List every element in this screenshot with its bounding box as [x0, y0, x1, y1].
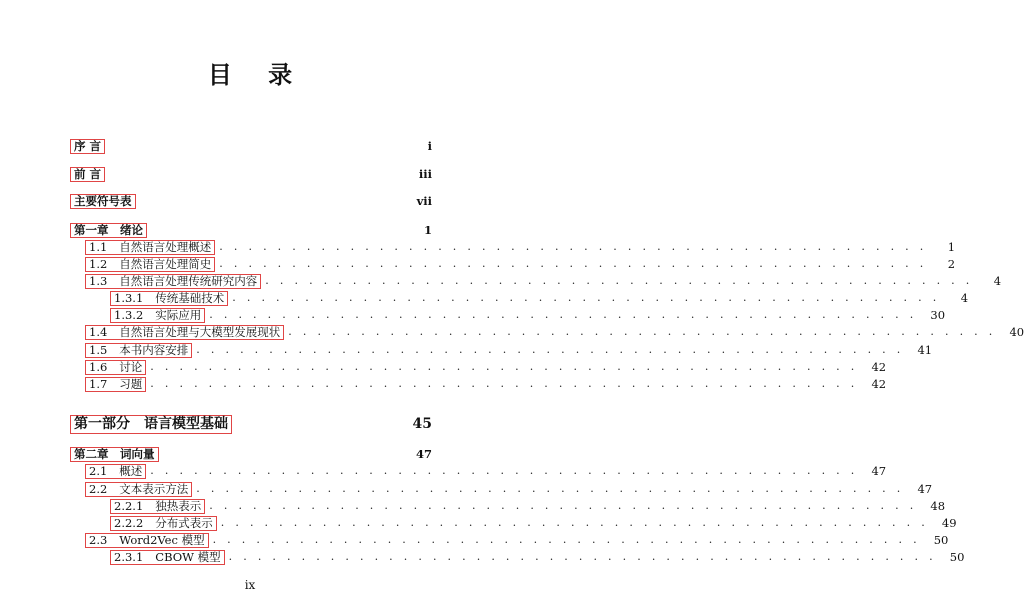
- toc-link[interactable]: [85, 274, 261, 289]
- toc-label: 第一部分 语言模型基础: [74, 415, 228, 432]
- dot-leader: . . . . . . . . . . . . . . . . . . . . . . . . . . . . . . . . . . . . . . . . . . . . . . . . .: [150, 464, 859, 477]
- toc-entry-section[interactable]: [85, 342, 933, 358]
- toc-page-number: 47: [871, 464, 887, 478]
- toc-page-number: 47: [917, 482, 933, 496]
- toc-entry-section[interactable]: [85, 463, 887, 479]
- dot-leader: . . . . . . . . . . . . . . . . . . . . . . . . . . . . . . . . . . . . . . . . . . . . . . . . .: [228, 550, 937, 563]
- toc-link[interactable]: [85, 257, 215, 272]
- toc-link[interactable]: [85, 464, 146, 479]
- toc-page-number: 50: [949, 550, 965, 564]
- section-title: Word2Vec 模型: [119, 532, 205, 547]
- section-number: 2.3.1: [114, 549, 144, 564]
- section-title: 传统基础技术: [155, 290, 225, 305]
- toc-page-number: 2: [947, 257, 956, 271]
- section-number: 1.3: [89, 273, 108, 288]
- toc-link[interactable]: [70, 139, 105, 154]
- section-number: 1.7: [89, 376, 108, 391]
- section-title: 习题: [119, 376, 143, 391]
- toc-page-number: vii: [416, 194, 432, 208]
- toc-entry-section[interactable]: [85, 376, 887, 392]
- dot-leader: . . . . . . . . . . . . . . . . . . . . . . . . . . . . . . . . . . . . . . . . . . . . . . . . .: [219, 257, 928, 270]
- dot-leader: . . . . . . . . . . . . . . . . . . . . . . . . . . . . . . . . . . . . . . . . . . . . . . . . .: [209, 499, 918, 512]
- toc-entry-subsection[interactable]: [110, 549, 965, 565]
- toc-link[interactable]: [70, 194, 136, 209]
- toc-page-number: 50: [933, 533, 949, 547]
- section-number: 2.2.2: [114, 515, 144, 530]
- section-number: 1.6: [89, 359, 108, 374]
- section-title: 文本表示方法: [119, 481, 189, 496]
- toc-entry-section[interactable]: [85, 273, 1002, 289]
- section-number: 1.5: [89, 342, 108, 357]
- toc-link[interactable]: [85, 343, 192, 358]
- toc-link[interactable]: [110, 516, 217, 531]
- section-number: 2.1: [89, 463, 108, 478]
- toc-label: 第二章 词向量: [74, 446, 155, 461]
- toc-entry-chapter-2[interactable]: [70, 446, 432, 462]
- toc-entry-subsection[interactable]: [110, 290, 969, 306]
- toc-link[interactable]: [110, 550, 225, 565]
- dot-leader: . . . . . . . . . . . . . . . . . . . . . . . . . . . . . . . . . . . . . . . . . . . . . . . . .: [150, 360, 859, 373]
- toc-page-number: 30: [930, 308, 946, 322]
- toc-label: 序 言: [74, 138, 102, 153]
- section-title: 自然语言处理概述: [119, 239, 212, 254]
- dot-leader: . . . . . . . . . . . . . . . . . . . . . . . . . . . . . . . . . . . . . . . . . . . . . . . . .: [212, 533, 921, 546]
- section-title: 本书内容安排: [119, 342, 189, 357]
- dot-leader: . . . . . . . . . . . . . . . . . . . . . . . . . . . . . . . . . . . . . . . . . . . . . . . . .: [196, 343, 905, 356]
- dot-leader: . . . . . . . . . . . . . . . . . . . . . . . . . . . . . . . . . . . . . . . . . . . . . . . . .: [288, 325, 997, 338]
- toc-link[interactable]: [70, 223, 147, 238]
- page-title: 目 录: [207, 60, 307, 89]
- toc-link[interactable]: [85, 360, 146, 375]
- toc-link[interactable]: [70, 167, 105, 182]
- section-title: CBOW 模型: [155, 549, 221, 564]
- toc-link[interactable]: [110, 308, 205, 323]
- toc-link[interactable]: [70, 415, 232, 434]
- toc-entry-section[interactable]: [85, 239, 956, 255]
- page-footer-number: ix: [244, 578, 256, 592]
- section-number: 1.3.2: [114, 307, 144, 322]
- section-number: 1.2: [89, 256, 108, 271]
- toc-page-number: 4: [993, 274, 1002, 288]
- toc-entry-part-1[interactable]: [70, 416, 432, 432]
- toc-page-number: 48: [930, 499, 946, 513]
- toc-link[interactable]: [85, 377, 146, 392]
- toc-link[interactable]: [85, 240, 215, 255]
- toc-entry-preface[interactable]: [70, 138, 432, 154]
- toc-label: 第一章 绪论: [74, 222, 143, 237]
- toc-page-number: 49: [941, 516, 957, 530]
- toc-label: 前 言: [74, 166, 102, 181]
- dot-leader: . . . . . . . . . . . . . . . . . . . . . . . . . . . . . . . . . . . . . . . . . . . . . . . . .: [219, 240, 928, 253]
- toc-entry-section[interactable]: [85, 532, 949, 548]
- toc-entry-subsection[interactable]: [110, 307, 946, 323]
- toc-link[interactable]: [110, 291, 228, 306]
- section-number: 2.2.1: [114, 498, 144, 513]
- dot-leader: . . . . . . . . . . . . . . . . . . . . . . . . . . . . . . . . . . . . . . . . . . . . . . . . .: [220, 516, 929, 529]
- section-number: 1.3.1: [114, 290, 144, 305]
- toc-page-number: 47: [415, 447, 432, 461]
- toc-entry-subsection[interactable]: [110, 498, 946, 514]
- toc-page-number: iii: [418, 167, 432, 181]
- toc-entry-section[interactable]: [85, 324, 1024, 340]
- toc-entry-subsection[interactable]: [110, 515, 957, 531]
- toc-entry-section[interactable]: [85, 359, 887, 375]
- section-number: 1.4: [89, 324, 108, 339]
- toc-link[interactable]: [70, 447, 159, 462]
- section-number: 2.2: [89, 481, 108, 496]
- section-title: 实际应用: [155, 307, 202, 322]
- section-title: 讨论: [119, 359, 143, 374]
- toc-entry-section[interactable]: [85, 481, 933, 497]
- toc-page-number: 40: [1009, 325, 1024, 339]
- section-title: 自然语言处理与大模型发展现状: [119, 324, 281, 339]
- section-title: 自然语言处理简史: [119, 256, 212, 271]
- toc-link[interactable]: [85, 533, 209, 548]
- section-number: 1.1: [89, 239, 108, 254]
- toc-page-number: i: [427, 139, 432, 153]
- toc-page-number: 1: [947, 240, 956, 254]
- toc-link[interactable]: [85, 325, 284, 340]
- toc-page-number: 41: [917, 343, 933, 357]
- section-title: 概述: [119, 463, 143, 478]
- toc-label: 主要符号表: [74, 193, 132, 208]
- toc-link[interactable]: [110, 499, 205, 514]
- dot-leader: . . . . . . . . . . . . . . . . . . . . . . . . . . . . . . . . . . . . . . . . . . . . . . . . .: [196, 482, 905, 495]
- toc-link[interactable]: [85, 482, 192, 497]
- toc-page-number: 45: [412, 416, 432, 432]
- toc-entry-section[interactable]: [85, 256, 956, 272]
- section-title: 独热表示: [155, 498, 202, 513]
- section-title: 分布式表示: [155, 515, 213, 530]
- dot-leader: . . . . . . . . . . . . . . . . . . . . . . . . . . . . . . . . . . . . . . . . . . . . . . . . .: [232, 291, 941, 304]
- dot-leader: . . . . . . . . . . . . . . . . . . . . . . . . . . . . . . . . . . . . . . . . . . . . . . . . .: [150, 377, 859, 390]
- toc-page-number: 4: [960, 291, 969, 305]
- section-title: 自然语言处理传统研究内容: [119, 273, 258, 288]
- toc-page-number: 42: [871, 360, 887, 374]
- toc-entry-symbols[interactable]: [70, 193, 432, 209]
- toc-page-number: 1: [423, 223, 432, 237]
- toc-entry-chapter-1[interactable]: [70, 222, 432, 238]
- dot-leader: . . . . . . . . . . . . . . . . . . . . . . . . . . . . . . . . . . . . . . . . . . . . . . . . .: [209, 308, 918, 321]
- dot-leader: . . . . . . . . . . . . . . . . . . . . . . . . . . . . . . . . . . . . . . . . . . . . . . . . .: [265, 274, 974, 287]
- section-number: 2.3: [89, 532, 108, 547]
- toc-entry-foreword[interactable]: [70, 166, 432, 182]
- toc-page-number: 42: [871, 377, 887, 391]
